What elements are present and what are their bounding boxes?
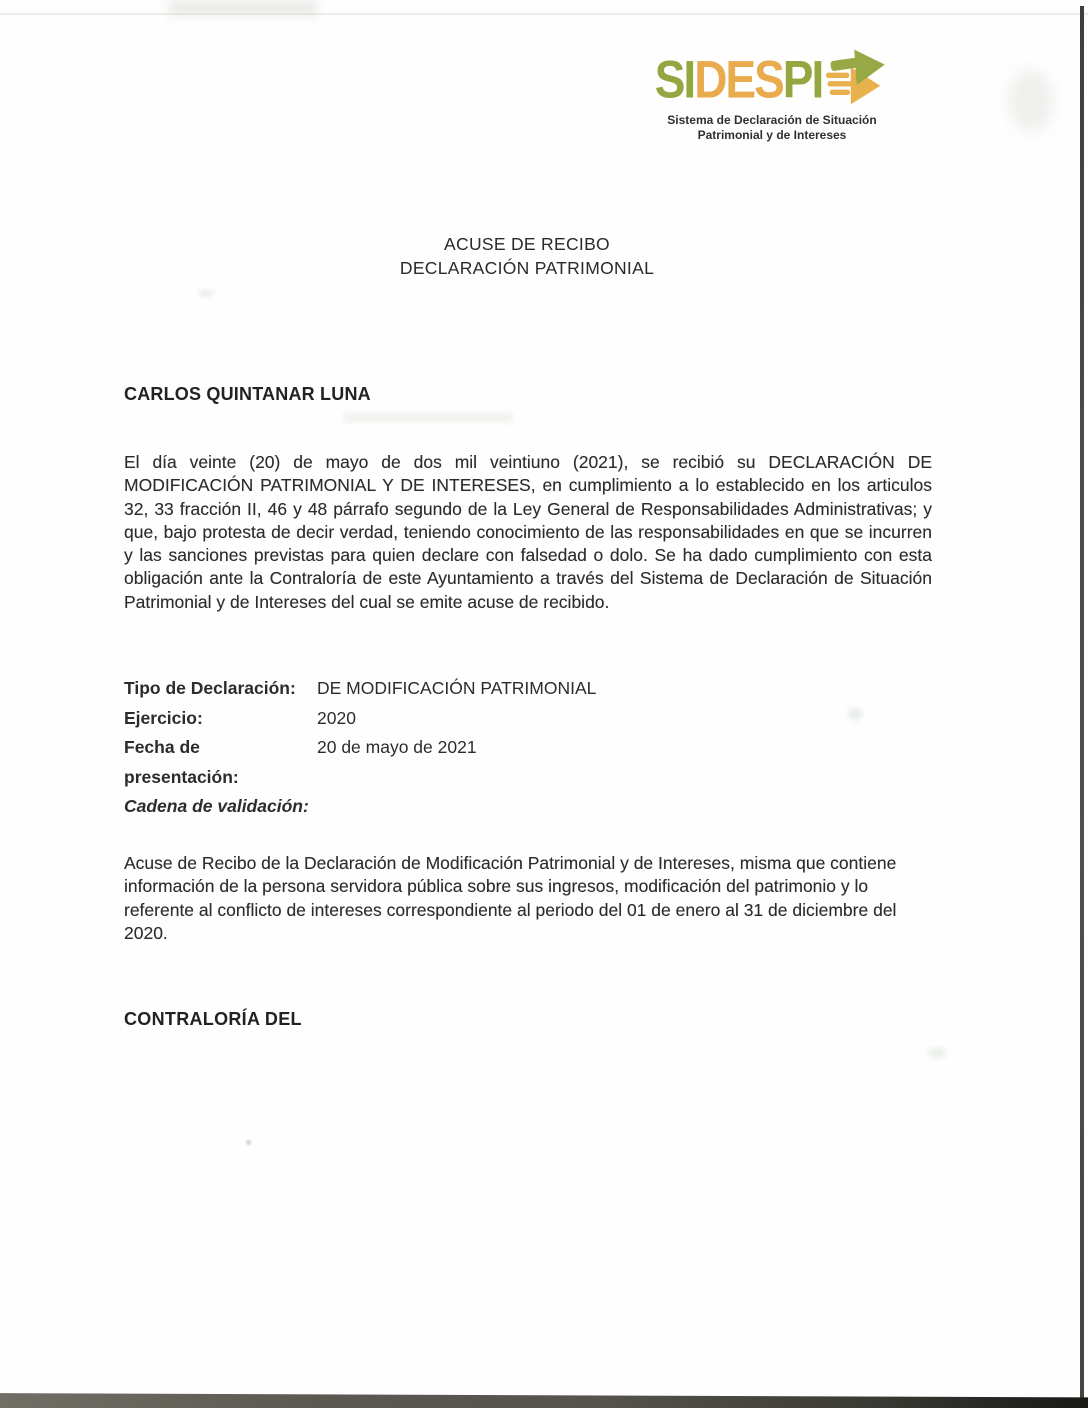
logo-tagline bbox=[648, 113, 896, 142]
recipient-name: CARLOS QUINTANAR LUNA bbox=[124, 384, 371, 404]
field-value-cadena-validacion bbox=[317, 792, 844, 822]
scan-artifact-smudge bbox=[1008, 70, 1054, 132]
declaration-fields bbox=[124, 674, 844, 822]
field-value-ejercicio: 2020 bbox=[317, 707, 356, 728]
issuer-name: CONTRALORÍA DEL bbox=[124, 1009, 302, 1029]
scan-artifact-bottom-edge bbox=[0, 1389, 1088, 1408]
document-title bbox=[124, 233, 930, 280]
logo-tagline-line2: Patrimonial y de Intereses bbox=[697, 127, 847, 142]
field-label-tipo-declaracion: Tipo de Declaración: bbox=[124, 678, 296, 698]
scan-artifact-smudge bbox=[848, 708, 862, 720]
field-label-cadena-validacion: Cadena de validación: bbox=[124, 796, 309, 816]
scan-artifact-right-edge bbox=[1080, 6, 1084, 1408]
document-title-line2: DECLARACIÓN PATRIMONIAL bbox=[399, 257, 655, 278]
scan-artifact-smudge bbox=[343, 412, 513, 423]
scan-artifact-smudge bbox=[198, 290, 214, 297]
logo-row bbox=[648, 50, 896, 108]
double-right-arrow-icon bbox=[825, 47, 889, 109]
scan-artifact-smudge bbox=[246, 1140, 251, 1145]
document-title-line1: ACUSE DE RECIBO bbox=[444, 234, 610, 254]
scan-artifact-smudge bbox=[168, 0, 318, 16]
body-paragraph: El día veinte (20) de mayo de dos mil veintiuno (2021), se recibió su DECLARACIÓN DE MODIFICACIÓN PATRIMONIAL Y DE INTERESES, en cumplimiento a lo establecido en los articulos 32, 33 fracción II, 46 y 48 párrafo segundo de la Ley General de Responsabilidades Administrativas; y que, bajo protesta de decir verdad, teniendo conocimiento de las responsabilidades en que se incurren y las sanciones previstas para quien declare con falsedad o dolo. Se ha dado cumplimiento con esta obligación ante la Contraloría de este Ayuntamiento a través del Sistema de Declaración de Situación Patrimonial y de Intereses del cual se emite acuse de recibido. bbox=[124, 452, 932, 612]
field-label-ejercicio: Ejercicio: bbox=[124, 707, 203, 728]
field-label-fecha-presentacion: Fecha de presentación: bbox=[124, 737, 239, 787]
sidespi-logo bbox=[648, 50, 896, 142]
scan-artifact-smudge bbox=[928, 1048, 946, 1058]
logo-tagline-line1: Sistema de Declaración de Situación bbox=[667, 113, 877, 127]
closing-paragraph: Acuse de Recibo de la Declaración de Modificación Patrimonial y de Intereses, misma que contiene información de la persona servidora pública sobre sus ingresos, modificación del patrimonio y lo referente al conflicto de intereses correspondiente al periodo del 01 de enero al 31 de diciembre del 2020. bbox=[124, 853, 897, 943]
field-value-tipo-declaracion: DE MODIFICACIÓN PATRIMONIAL bbox=[317, 678, 597, 698]
sidespi-wordmark: SIDESPI bbox=[654, 49, 823, 109]
field-value-fecha-presentacion: 20 de mayo de 2021 bbox=[317, 737, 477, 757]
scan-artifact-top-line bbox=[0, 13, 1088, 15]
